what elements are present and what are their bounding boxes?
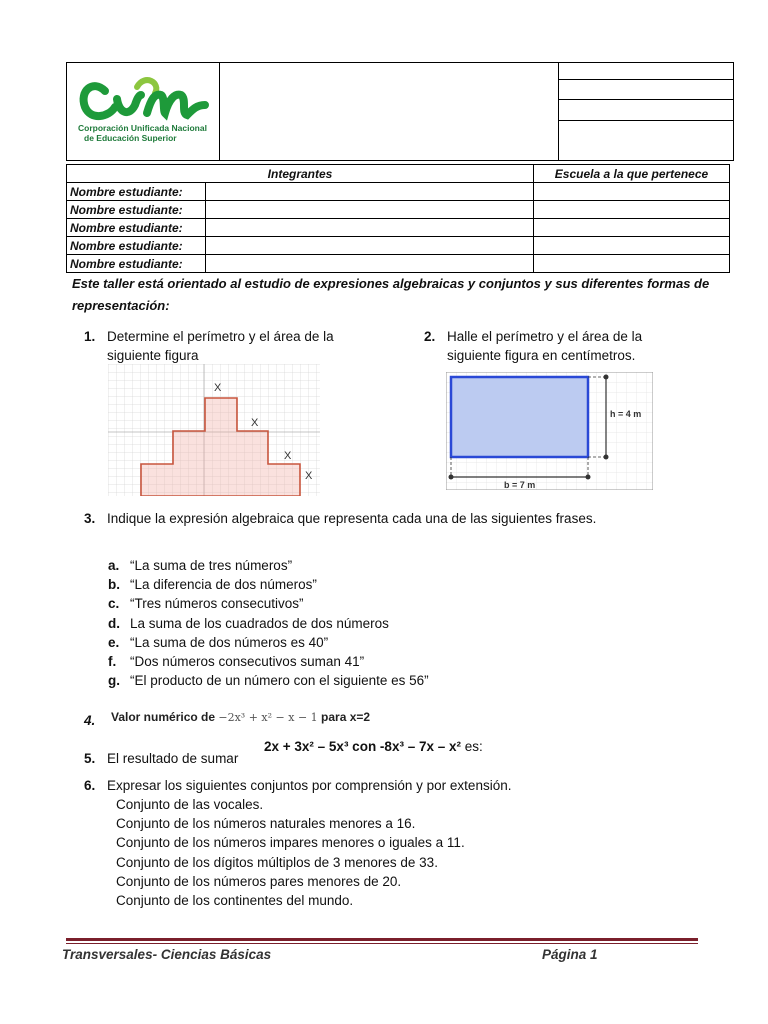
intro-text: Este taller está orientado al estudio de expresiones algebraicas y conjuntos y sus diferentes formas de representación: [72,276,710,313]
list-item: Conjunto de los números pares menores de 20. [116,873,402,889]
student-label: Nombre estudiante: [67,255,206,273]
q3-text: Indique la expresión algebraica que representa cada una de las siguientes frases. [107,511,597,526]
q3-number: 3. [84,511,96,526]
footer-left: Transversales- Ciencias Básicas [62,947,272,962]
list-item: d. La suma de los cuadrados de dos números [108,615,389,631]
list-item: g. “El producto de un número con el siguiente es 56” [108,673,429,689]
q2-text: Halle el perímetro y el área de la siguiente figura en centímetros. [447,329,643,363]
table-row [67,219,730,237]
x-label-4: X [305,470,313,482]
q2-number: 2. [424,329,436,344]
header-meta-cell [559,63,734,80]
members-col-header: Integrantes [67,165,534,183]
list-item: c. “Tres números consecutivos” [108,596,304,612]
q3-list [108,556,429,690]
header-meta-cell [559,80,734,100]
list-item: Conjunto de las vocales. [116,797,264,812]
student-name-field[interactable] [206,219,534,237]
list-item: f. “Dos números consecutivos suman 41” [108,654,365,670]
footer-page: Página 1 [542,947,598,962]
header-table [66,62,734,161]
q1-text: Determine el perímetro y el área de la siguiente figura [107,329,334,363]
q2-figure [446,372,653,490]
student-label: Nombre estudiante: [67,201,206,219]
q6-list [116,795,465,910]
header-title-cell [220,63,559,161]
table-row [67,237,730,255]
list-item: e. “La suma de dos números es 40” [108,634,329,650]
student-name-field[interactable] [206,183,534,201]
q5-expression: 2x + 3x² – 5x³ con -8x³ – 7x – x² es: [264,739,483,754]
student-label: Nombre estudiante: [67,219,206,237]
list-item: Conjunto de los números impares menores o iguales a 11. [116,835,465,851]
q5-number: 5. [84,751,96,766]
header-meta-cell [559,120,734,160]
list-item: b. “La diferencia de dos números” [108,577,317,593]
footer-rule-thin [66,943,698,944]
list-item: Conjunto de los dígitos múltiplos de 3 menores de 33. [116,854,438,870]
logo-text-line2: de Educación Superior [84,133,177,143]
school-col-header: Escuela a la que pertenece [534,165,730,183]
school-field[interactable] [534,201,730,219]
b-label: b = 7 m [504,480,536,490]
school-field[interactable] [534,255,730,273]
student-label: Nombre estudiante: [67,183,206,201]
student-label: Nombre estudiante: [67,237,206,255]
blue-rectangle [451,377,588,457]
x-label-2: X [251,417,259,429]
q5-text: El resultado de sumar [107,751,239,766]
list-item: Conjunto de los números naturales menores a 16. [116,816,416,832]
footer-rule [66,938,698,941]
q4-number: 4. [84,713,96,728]
cun-logo-icon [75,69,215,129]
q6-number: 6. [84,778,96,793]
members-table [66,164,730,273]
logo-cell [67,63,220,161]
x-label-3: X [284,450,292,462]
table-row [67,201,730,219]
student-name-field[interactable] [206,237,534,255]
list-item: a. “La suma de tres números” [108,558,293,573]
q6-text: Expresar los siguientes conjuntos por comprensión y por extensión. [107,778,512,793]
list-item: Conjunto de los continentes del mundo. [116,893,354,909]
q1-figure [108,364,320,496]
school-field[interactable] [534,219,730,237]
logo-text-line1: Corporación Unificada Nacional [78,123,207,133]
school-field[interactable] [534,237,730,255]
table-row [67,183,730,201]
school-field[interactable] [534,183,730,201]
student-name-field[interactable] [206,201,534,219]
student-name-field[interactable] [206,255,534,273]
x-label-top: X [214,382,222,394]
table-row [67,255,730,273]
header-meta-cell [559,100,734,120]
q1-number: 1. [84,329,96,344]
q4-text: Valor numérico de −2x³ + x² − x − 1 para x=2 [111,710,371,724]
h-label: h = 4 m [610,409,642,419]
